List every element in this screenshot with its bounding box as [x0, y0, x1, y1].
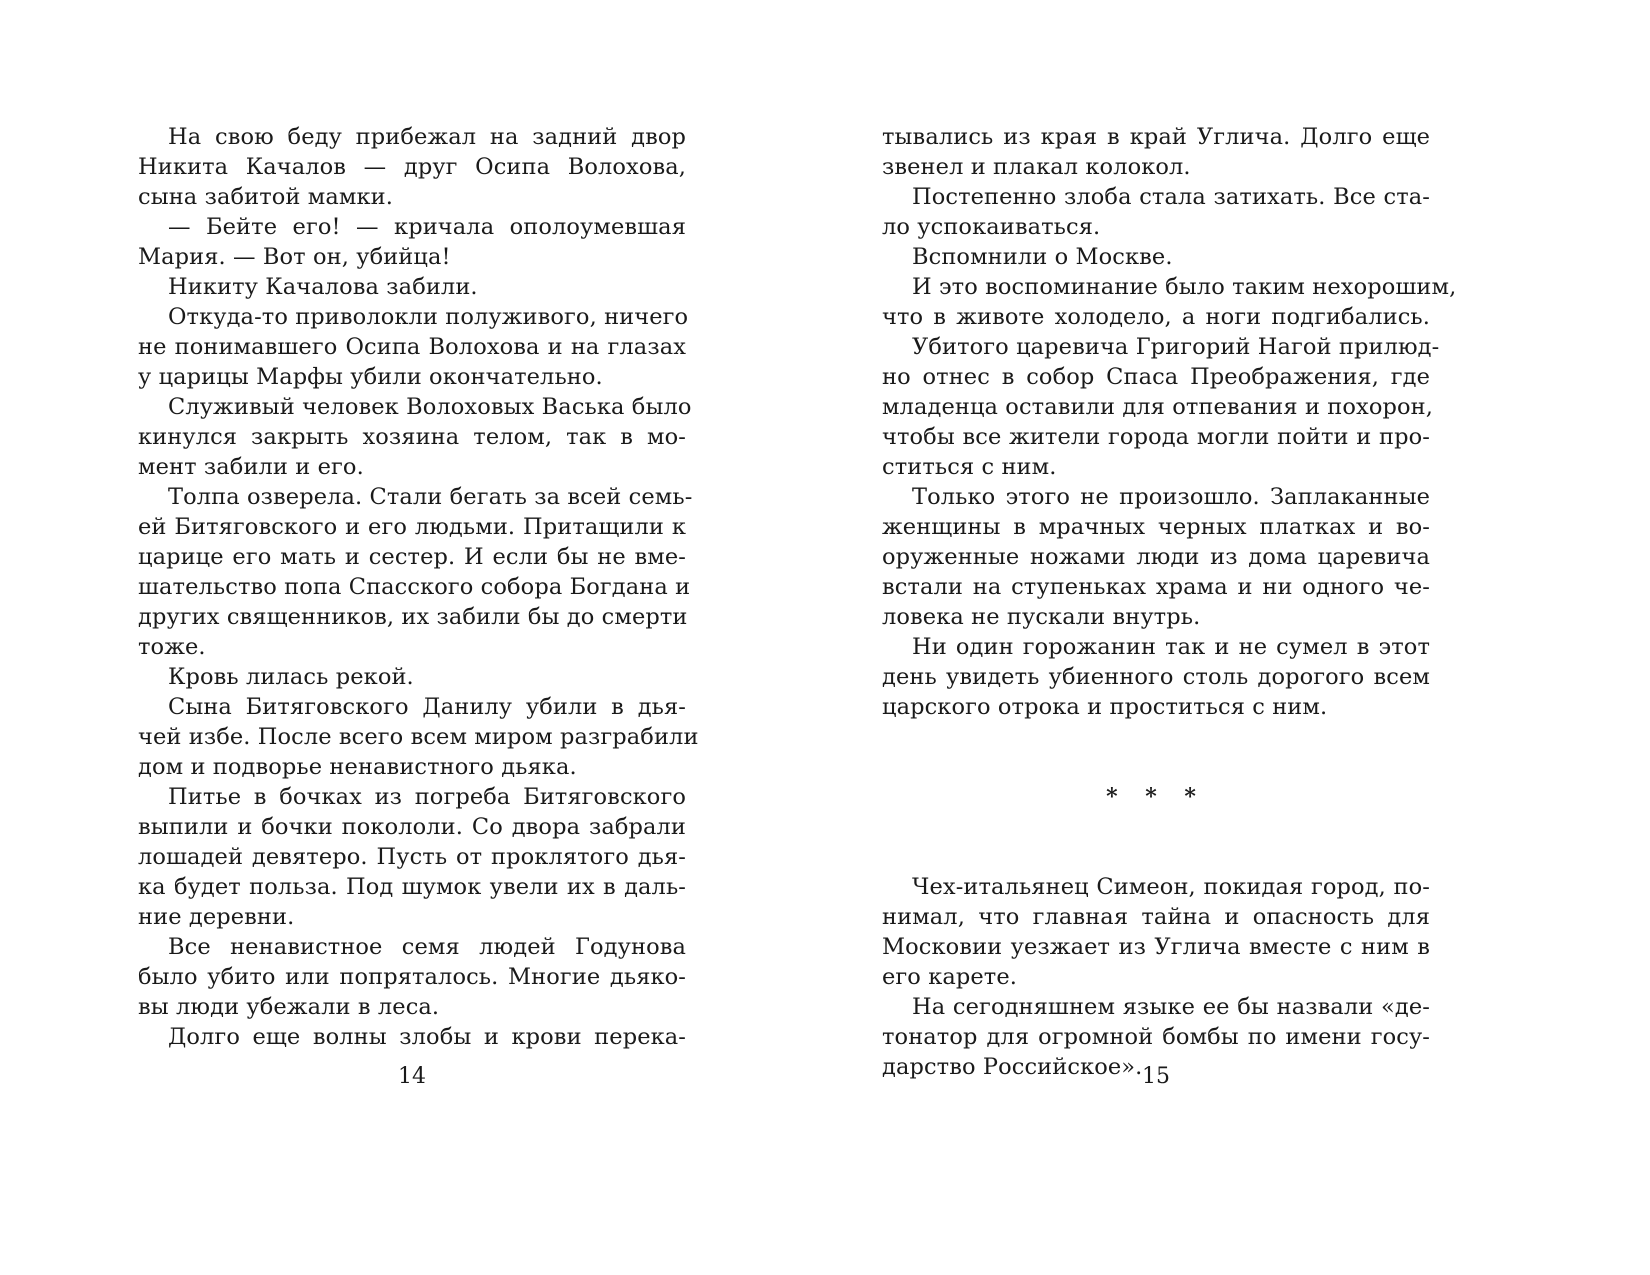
text-line: Постепенно злоба стала затихать. Все ста- — [912, 184, 1430, 210]
section-spacer — [882, 722, 1430, 782]
text-line: ей Битяговского и его людьми. Притащили к — [138, 514, 686, 540]
text-line: выпили и бочки покололи. Со двора забрали — [138, 814, 686, 840]
text-line: мент забили и его. — [138, 454, 364, 480]
text-line: чтобы все жители города могли пойти и про- — [882, 424, 1430, 450]
text-line: — Бейте его! — кричала ополоумевшая — [168, 214, 686, 240]
text-line: На свою беду прибежал на задний двор — [168, 124, 686, 150]
text-line: лошадей девятеро. Пусть от проклятого дья- — [138, 844, 686, 870]
text-line: На сегодняшнем языке ее бы назвали «де- — [912, 994, 1430, 1020]
text-line: было убито или попряталось. Многие дьяко- — [138, 964, 686, 990]
right-page-section-2 — [882, 872, 1430, 1082]
text-line: царского отрока и проститься с ним. — [882, 694, 1328, 720]
text-line: у царицы Марфы убили окончательно. — [138, 364, 603, 390]
text-line: ка будет польза. Под шумок увели их в даль- — [138, 874, 686, 900]
text-line: Толпа озверела. Стали бегать за всей семь- — [168, 484, 693, 510]
right-page-text — [882, 122, 1457, 1082]
text-line: дарство Российское». — [882, 1054, 1143, 1080]
text-line: Никита Качалов — друг Осипа Волохова, — [138, 154, 686, 180]
text-line: ловека не пускали внутрь. — [882, 604, 1201, 630]
text-line: Служивый человек Волоховых Васька было — [168, 394, 692, 420]
text-line: Московии уезжает из Углича вместе с ним в — [882, 934, 1430, 960]
text-line: день увидеть убиенного столь дорогого всем — [882, 664, 1430, 690]
text-line: младенца оставили для отпевания и похорон, — [882, 394, 1433, 420]
text-line: Сына Битяговского Данилу убили в дья- — [168, 694, 686, 720]
section-break-asterism: * * * — [1106, 784, 1206, 810]
text-line: Убитого царевича Григорий Нагой прилюд- — [912, 334, 1440, 360]
text-line: тонатор для огромной бомбы по имени госу- — [882, 1024, 1430, 1050]
text-line: не понимавшего Осипа Волохова и на глазах — [138, 334, 686, 360]
text-line: других священников, их забили бы до смерти — [138, 604, 688, 630]
text-line: царице его мать и сестер. И если бы не вме- — [138, 544, 686, 570]
text-line: Только этого не произошло. Заплаканные — [912, 484, 1430, 510]
text-line: ло успокаиваться. — [882, 214, 1101, 240]
text-line: Мария. — Вот он, убийца! — [138, 244, 451, 270]
text-line: тывались из края в край Углича. Долго еще — [882, 124, 1430, 150]
text-line: дом и подворье ненавистного дьяка. — [138, 754, 577, 780]
text-line: Питье в бочках из погреба Битяговского — [168, 784, 686, 810]
text-line: встали на ступеньках храма и ни одного че- — [882, 574, 1430, 600]
page-number-left: 14 — [398, 1064, 426, 1089]
right-page-section-1 — [882, 122, 1457, 722]
text-line: сына забитой мамки. — [138, 184, 393, 210]
text-line: кинулся закрыть хозяина телом, так в мо- — [138, 424, 686, 450]
text-line: оруженные ножами люди из дома царевича — [882, 544, 1430, 570]
text-line: Ни один горожанин так и не сумел в этот — [912, 634, 1430, 660]
left-page-text — [138, 122, 699, 1052]
text-line: его карете. — [882, 964, 1018, 990]
section-spacer — [882, 812, 1430, 872]
text-line: Долго еще волны злобы и крови перека- — [168, 1024, 686, 1050]
text-line: Все ненавистное семя людей Годунова — [168, 934, 686, 960]
text-line: ние деревни. — [138, 904, 295, 930]
text-line: Вспомнили о Москве. — [912, 244, 1173, 270]
text-line: Кровь лилась рекой. — [168, 664, 414, 690]
text-line: женщины в мрачных черных платках и во- — [882, 514, 1430, 540]
text-line: шательство попа Спасского собора Богдана и — [138, 574, 691, 600]
text-line: чей избе. После всего всем миром разграбили — [138, 724, 699, 750]
text-line: ститься с ним. — [882, 454, 1057, 480]
text-line: но отнес в собор Спаса Преображения, где — [882, 364, 1430, 390]
text-line: Откуда-то приволокли полуживого, ничего — [168, 304, 689, 330]
text-line: Никиту Качалова забили. — [168, 274, 478, 300]
text-line: И это воспоминание было таким нехорошим, — [912, 274, 1457, 300]
text-line: звенел и плакал колокол. — [882, 154, 1191, 180]
text-line: нимал, что главная тайна и опасность для — [882, 904, 1430, 930]
text-line: Чех-итальянец Симеон, покидая город, по- — [912, 874, 1430, 900]
text-line: тоже. — [138, 634, 206, 660]
text-line: вы люди убежали в леса. — [138, 994, 440, 1020]
page-number-right: 15 — [1142, 1064, 1170, 1089]
text-line: что в животе холодело, а ноги подгибались. — [882, 304, 1430, 330]
